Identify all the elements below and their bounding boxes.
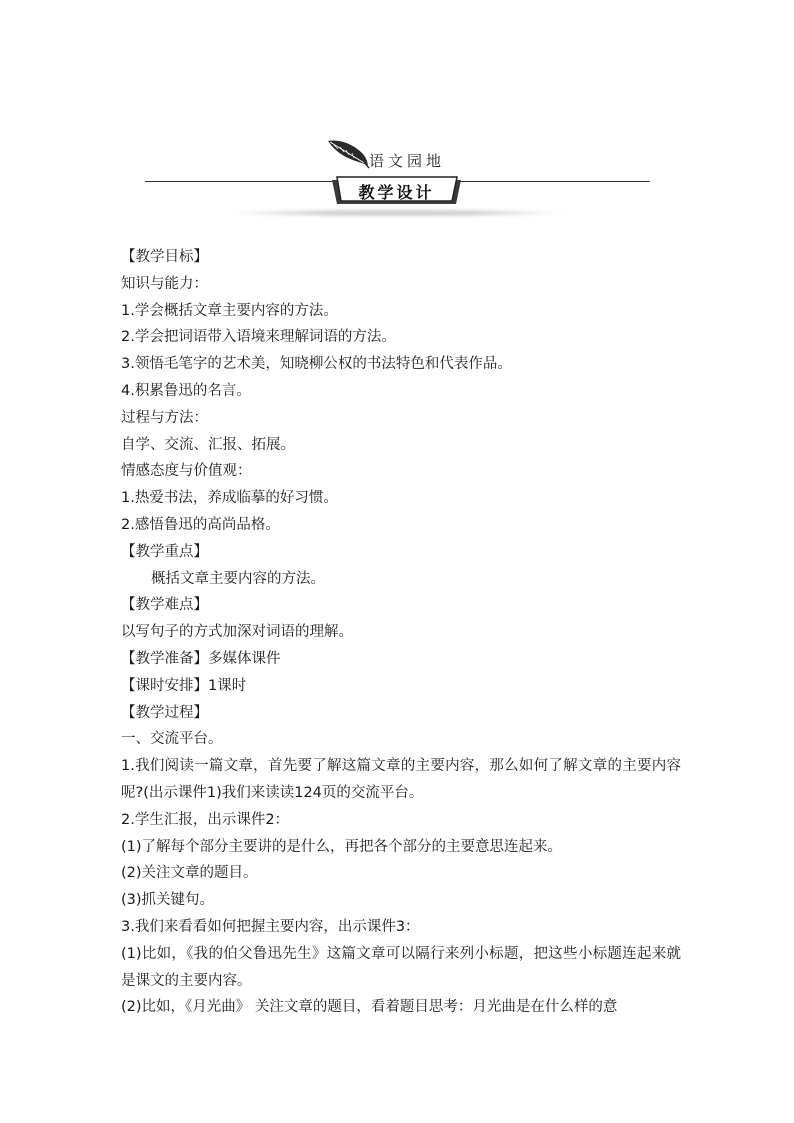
- heading-key-points: 【教学重点】: [121, 543, 208, 560]
- heading-teaching-process: 【教学过程】: [121, 704, 208, 721]
- lesson-type-badge: [330, 176, 463, 206]
- section-title: 语文园地: [369, 152, 446, 170]
- feather-quill-icon: [326, 137, 370, 169]
- process-paragraph: 1.我们阅读一篇文章，首先要了解这篇文章的主要内容，那么如何了解文章的主要内容呢?(出示课件1)我们来读读124页的交流平台。: [121, 758, 681, 801]
- goal-item: 3.领悟毛笔字的艺术美，知晓柳公权的书法特色和代表作品。: [121, 356, 512, 373]
- key-points-text: 概括文章主要内容的方法。: [151, 570, 325, 587]
- goal-item: 1.学会概括文章主要内容的方法。: [121, 302, 338, 319]
- heading-preparation: 【教学准备】多媒体课件: [121, 650, 281, 667]
- heading-difficulties: 【教学难点】: [121, 597, 208, 614]
- process-paragraph: (1)比如，《我的伯父鲁迅先生》这篇文章可以隔行来列小标题，把这些小标题连起来就是课文的主要内容。: [121, 945, 681, 989]
- document-header: [0, 0, 794, 230]
- subheading-process-method: 过程与方法：: [121, 409, 208, 426]
- lesson-plan-body: [121, 244, 681, 1021]
- subheading-knowledge-ability: 知识与能力：: [121, 275, 208, 292]
- difficulties-text: 以写句子的方式加深对词语的理解。: [121, 624, 353, 641]
- heading-teaching-goals: 【教学目标】: [121, 249, 208, 265]
- process-step: 2.学生汇报，出示课件2：: [121, 811, 290, 828]
- goal-item: 2.学会把词语带入语境来理解词语的方法。: [121, 329, 396, 346]
- header-shadow: [225, 210, 570, 216]
- process-step: (2)比如，《月光曲》 关注文章的题目，看着题目思考：月光曲是在什么样的意: [121, 999, 618, 1016]
- subheading-emotion-values: 情感态度与价值观：: [121, 463, 252, 480]
- goal-item: 2.感悟鲁迅的高尚品格。: [121, 516, 280, 533]
- process-step: (1)了解每个部分主要讲的是什么，再把各个部分的主要意思连起来。: [121, 838, 563, 855]
- process-text: 自学、交流、汇报、拓展。: [121, 436, 295, 453]
- heading-schedule: 【课时安排】1课时: [121, 677, 247, 694]
- process-step: (3)抓关键句。: [121, 892, 215, 909]
- process-section-title: 一、交流平台。: [121, 731, 223, 748]
- goal-item: 4.积累鲁迅的名言。: [121, 382, 251, 399]
- goal-item: 1.热爱书法，养成临摹的好习惯。: [121, 490, 338, 507]
- process-step: 3.我们来看看如何把握主要内容，出示课件3：: [121, 918, 420, 935]
- process-step: (2)关注文章的题目。: [121, 865, 258, 882]
- badge-label: 教学设计: [358, 183, 435, 202]
